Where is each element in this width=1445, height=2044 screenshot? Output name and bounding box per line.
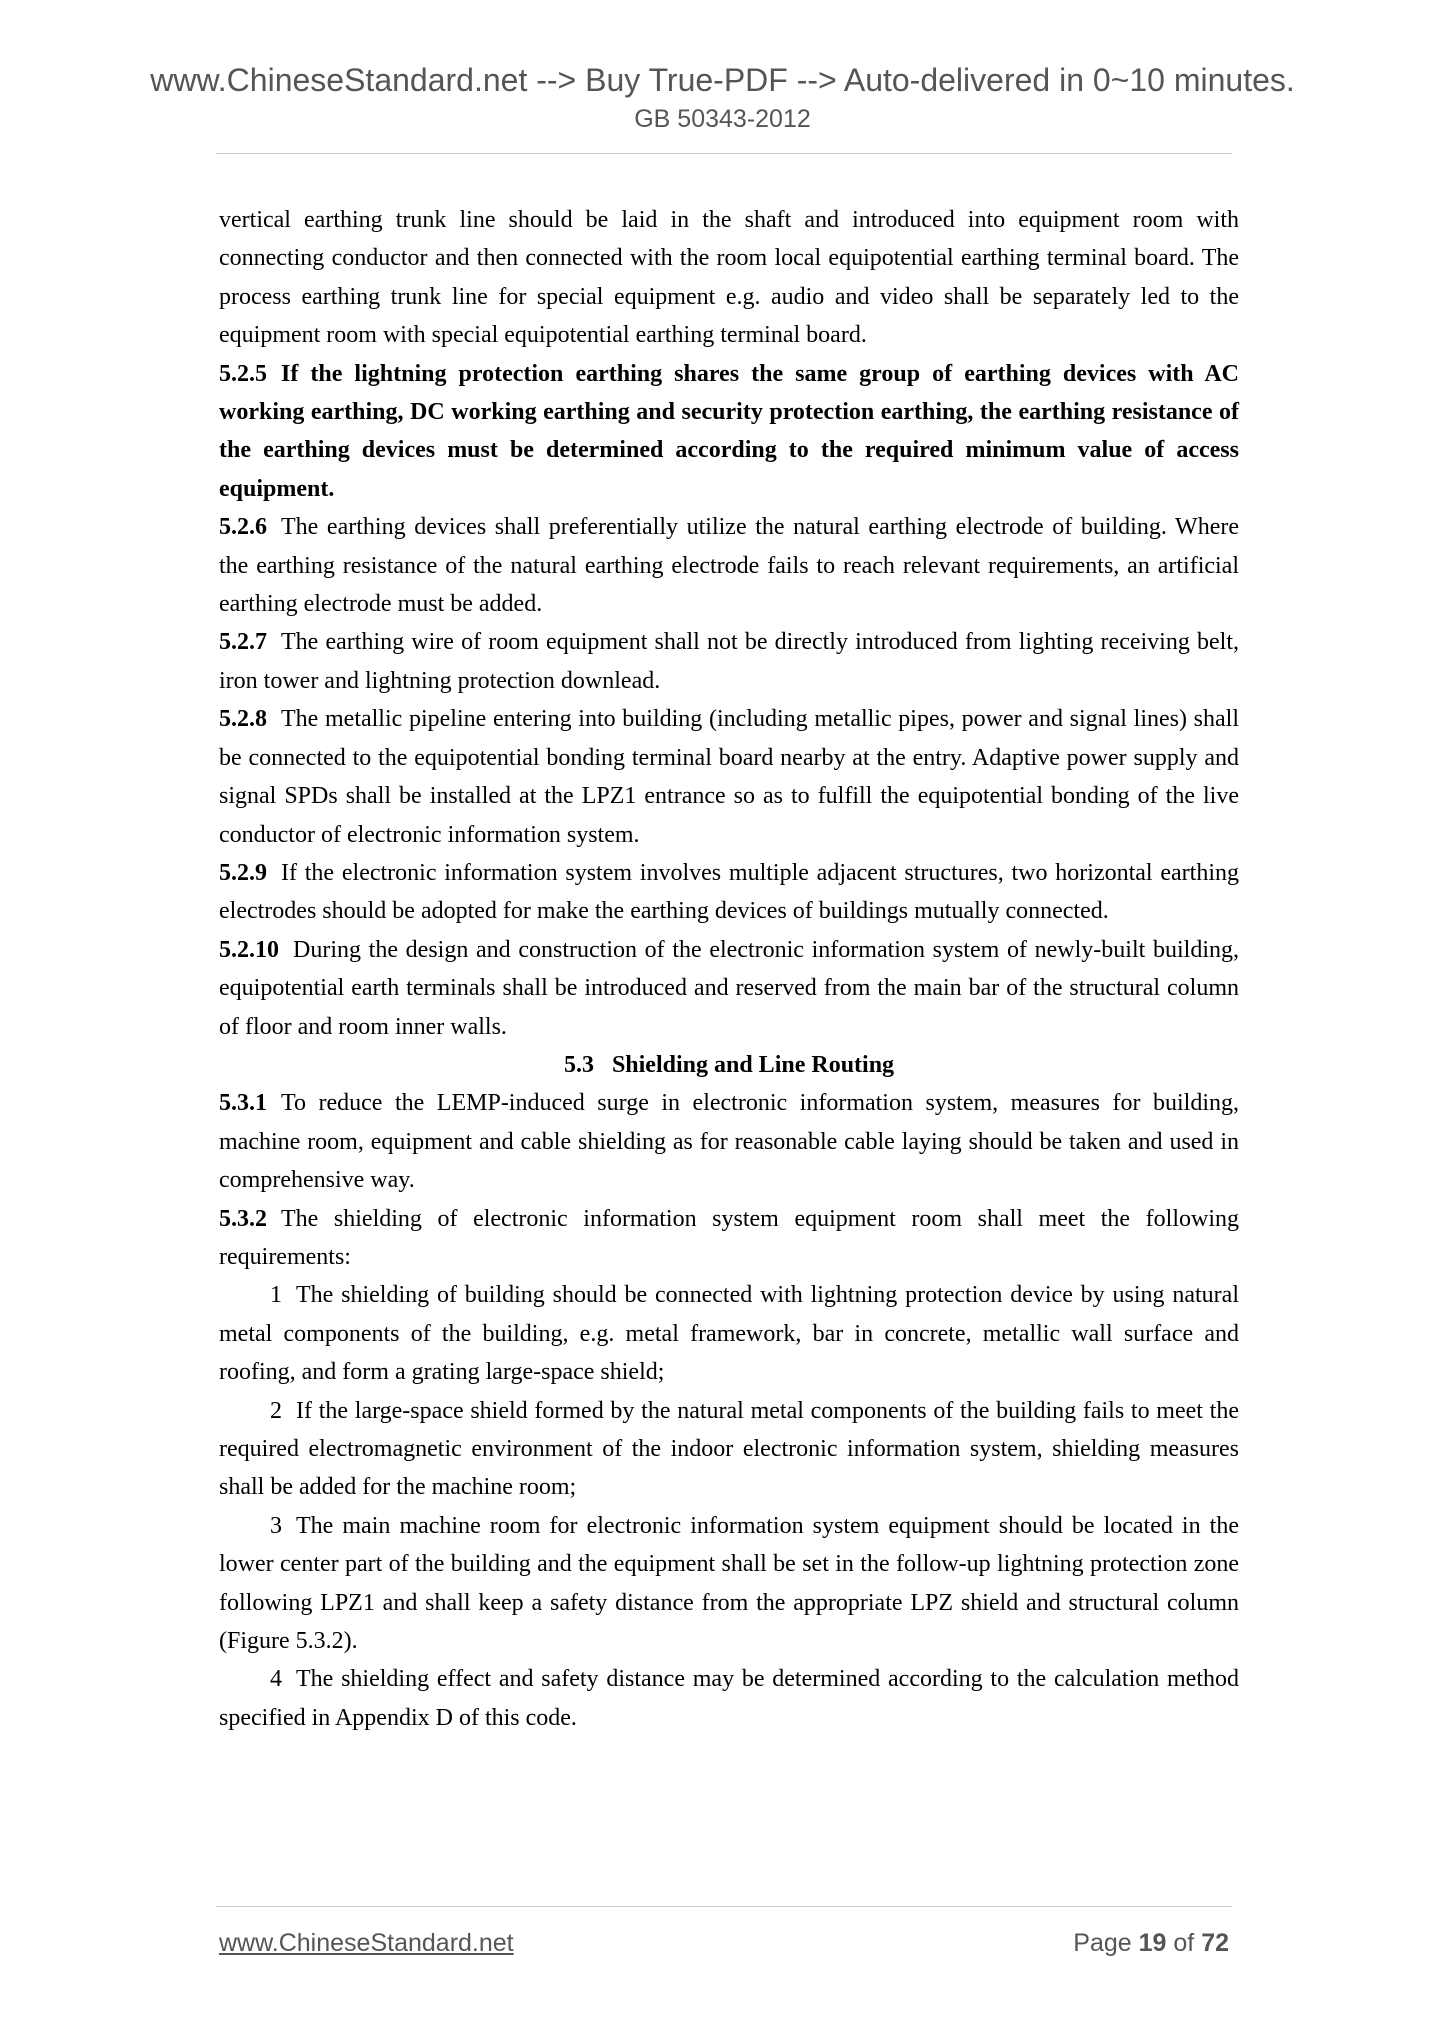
clause-text: The earthing wire of room equipment shall not be directly introduced from lighting receiving belt, iron tower and lightning protection downlead. — [219, 629, 1239, 694]
section-heading — [219, 1046, 1239, 1084]
item-number: 1 — [270, 1282, 282, 1309]
list-item — [219, 1660, 1239, 1737]
item-number: 2 — [270, 1397, 282, 1424]
current-page: 19 — [1138, 1929, 1167, 1957]
clause-text: The metallic pipeline entering into building (including metallic pipes, power and signal lines) shall be connected to the equipotential bonding terminal board nearby at the entry. Adaptive power supply and signal SPDs shall be installed at the LPZ1 entrance so as to fulfill the equipotential bonding of the live conductor of electronic information system. — [219, 706, 1239, 848]
section-number: 5.3 — [563, 1051, 594, 1078]
clause-number: 5.2.10 — [219, 936, 279, 963]
clause-text: The earthing devices shall preferentially utilize the natural earthing electrode of building. Where the earthing resistance of the natural earthing electrode fails to reach relevant requirements, an artificial earthing electrode must be added. — [219, 514, 1239, 618]
item-text: The main machine room for electronic information system equipment should be located in the lower center part of the building and the equipment shall be set in the follow-up lightning protection zone following LPZ1 and shall keep a safety distance from the appropriate LPZ shield and structural column (Figure 5.3.2). — [219, 1512, 1239, 1655]
item-text: If the large-space shield formed by the natural metal components of the building fails to meet the required electromagnetic environment of the indoor electronic information system, shielding measures shall be added for the machine room; — [219, 1397, 1239, 1501]
footer-divider — [216, 1906, 1232, 1907]
clause-5-2-8 — [219, 700, 1239, 854]
clause-text: If the electronic information system involves multiple adjacent structures, two horizontal earthing electrodes should be adopted for make the earthing devices of buildings mutually connected. — [219, 859, 1239, 925]
clause-text: If the lightning protection earthing shares the same group of earthing devices with AC working earthing, DC working earthing and security protection earthing, the earthing resistance of the earthing devices must be determined according to the required minimum value of access equipment. — [219, 360, 1239, 502]
clause-5-3-2 — [219, 1200, 1239, 1277]
clause-number: 5.2.6 — [219, 514, 267, 541]
document-body — [219, 201, 1239, 1737]
clause-5-2-5 — [219, 355, 1239, 509]
clause-number: 5.2.7 — [219, 629, 267, 656]
section-title: Shielding and Line Routing — [611, 1051, 895, 1078]
standard-code: GB 50343-2012 — [634, 105, 811, 133]
page-of: of — [1173, 1929, 1195, 1957]
clause-5-2-7 — [219, 623, 1239, 700]
clause-number: 5.3.2 — [219, 1205, 267, 1232]
clause-text: During the design and construction of the electronic information system of newly-built building, equipotential earth terminals shall be introduced and reserved from the main bar of the structural column of floor and room inner walls. — [219, 936, 1239, 1040]
clause-number: 5.2.5 — [219, 360, 267, 387]
clause-text: The shielding of electronic information system equipment room shall meet the following requirements: — [219, 1205, 1239, 1270]
header-divider — [216, 153, 1232, 154]
clause-5-2-6 — [219, 508, 1239, 623]
clause-number: 5.2.8 — [219, 706, 267, 733]
page-indicator — [1073, 1926, 1229, 1960]
list-item — [219, 1276, 1239, 1391]
item-text: The shielding of building should be connected with lightning protection device by using natural metal components of the building, e.g. metal framework, bar in concrete, metallic wall surface and roofing, and form a grating large-space shield; — [219, 1282, 1239, 1386]
clause-5-2-10 — [219, 931, 1239, 1046]
list-item — [219, 1507, 1239, 1661]
total-pages: 72 — [1201, 1929, 1229, 1957]
header-banner: www.ChineseStandard.net --> Buy True-PDF --> Auto-delivered in 0~10 minutes. — [150, 62, 1295, 98]
item-number: 3 — [270, 1512, 282, 1539]
clause-5-3-1 — [219, 1084, 1239, 1199]
item-text: The shielding effect and safety distance may be determined according to the calculation method specified in Appendix D of this code. — [219, 1666, 1239, 1731]
page-label: Page — [1073, 1929, 1132, 1957]
footer-site-link[interactable]: www.ChineseStandard.net — [219, 1929, 514, 1957]
item-number: 4 — [270, 1666, 282, 1693]
clause-5-2-9 — [219, 854, 1239, 931]
paragraph-continuation: vertical earthing trunk line should be laid in the shaft and introduced into equipment room with connecting conductor and then connected with the room local equipotential earthing terminal board. The process earthing trunk line for special equipment e.g. audio and video shall be separately led to the equipment room with special equipotential earthing terminal board. — [219, 207, 1239, 349]
clause-text: To reduce the LEMP-induced surge in electronic information system, measures for building, machine room, equipment and cable shielding as for reasonable cable laying should be taken and used in comprehensive way. — [219, 1090, 1239, 1194]
clause-number: 5.2.9 — [219, 859, 267, 886]
list-item — [219, 1392, 1239, 1507]
clause-number: 5.3.1 — [219, 1090, 267, 1117]
